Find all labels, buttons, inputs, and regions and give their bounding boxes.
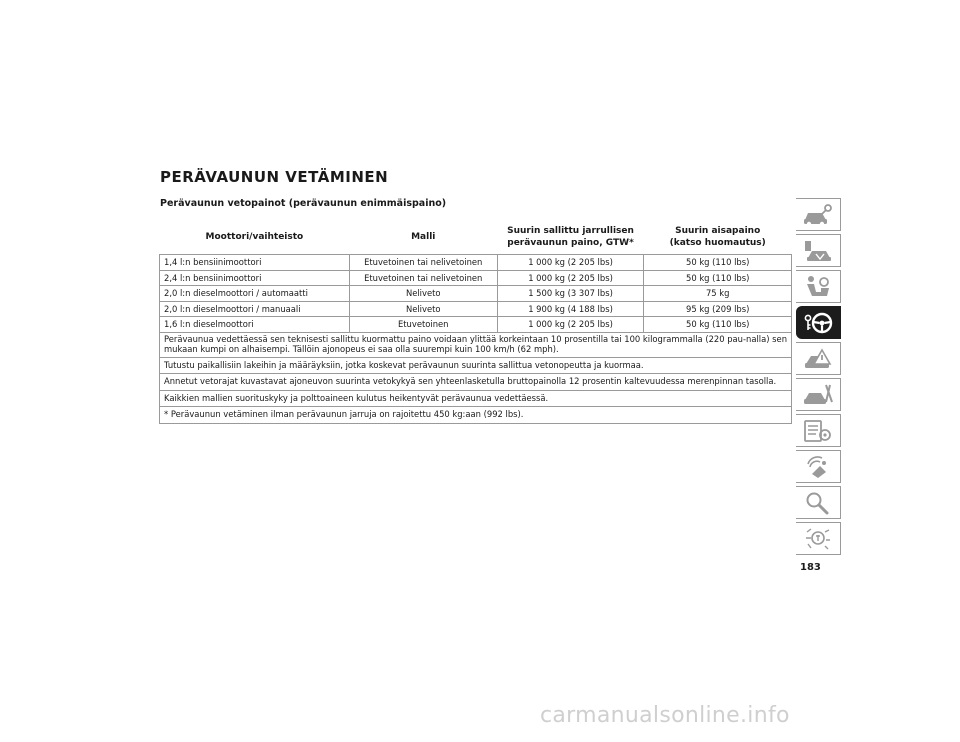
cell-model: Etuvetoinen tai nelivetoinen (349, 270, 497, 286)
cell-engine: 2,0 l:n dieselmoottori / automaatti (160, 286, 350, 302)
section-title: PERÄVAUNUN VETÄMINEN (160, 168, 389, 186)
car-info-icon (802, 238, 834, 264)
cell-tongue-weight: 50 kg (110 lbs) (644, 255, 792, 271)
cell-model: Neliveto (349, 286, 497, 302)
specifications-icon (802, 418, 834, 444)
car-warning-icon (802, 346, 834, 372)
table-title: Perävaunun vetopainot (perävaunun enimmäispaino) (160, 198, 447, 209)
table-note-row (160, 374, 792, 391)
car-seat-icon (802, 274, 834, 300)
cell-tongue-weight: 50 kg (110 lbs) (644, 270, 792, 286)
cell-model: Etuvetoinen (349, 317, 497, 333)
note-overload: Perävaunua vedettäessä sen teknisesti sallittu kuormattu paino voidaan ylittää korkeintaan 10 prosentilla tai 100 kilogrammalla (220 pau-nalla) sen mukaan kumpi on alhaisempi. Tällöin ajonopeus ei saa olla suurempi kuin 100 km/h (62 mph). (160, 332, 792, 357)
note-towing-limits: Annetut vetorajat kuvastavat ajoneuvon suurinta vetokykyä sen yhteenlasketulla bruttopainolla 12 prosentin kaltevuudessa merenpinnan tasolla. (160, 374, 792, 391)
tab-language-index[interactable] (796, 522, 841, 555)
tab-index[interactable] (796, 486, 841, 519)
tab-starting-and-operating[interactable] (796, 306, 841, 339)
tab-multimedia[interactable] (796, 450, 841, 483)
cell-model: Etuvetoinen tai nelivetoinen (349, 255, 497, 271)
page-number: 183 (800, 562, 821, 573)
table-row (160, 301, 792, 317)
cell-engine: 1,4 l:n bensiinimoottori (160, 255, 350, 271)
table-header-row (160, 221, 792, 255)
multimedia-icon (802, 454, 834, 480)
tab-servicing-and-maintenance[interactable] (796, 378, 841, 411)
tab-safety[interactable] (796, 270, 841, 303)
header-engine: Moottori/vaihteisto (160, 221, 350, 255)
chapter-tab-sidebar (796, 198, 842, 558)
table-row (160, 255, 792, 271)
tab-in-case-of-emergency[interactable] (796, 342, 841, 375)
tab-technical-specifications[interactable] (796, 414, 841, 447)
towing-weights-table (159, 221, 792, 424)
table-row (160, 270, 792, 286)
car-service-icon (802, 382, 834, 408)
cell-trailer-weight: 1 000 kg (2 205 lbs) (497, 270, 644, 286)
tab-getting-to-know-vehicle[interactable] (796, 198, 841, 231)
cell-tongue-weight: 75 kg (644, 286, 792, 302)
cell-trailer-weight: 1 900 kg (4 188 lbs) (497, 301, 644, 317)
table-row (160, 317, 792, 333)
cell-trailer-weight: 1 000 kg (2 205 lbs) (497, 255, 644, 271)
table-row (160, 286, 792, 302)
table-note-row (160, 332, 792, 357)
cell-model: Neliveto (349, 301, 497, 317)
note-performance: Kaikkien mallien suorituskyky ja polttoaineen kulutus heikentyvät perävaunua vedettäessä. (160, 390, 792, 407)
tab-dashboard[interactable] (796, 234, 841, 267)
cell-tongue-weight: 50 kg (110 lbs) (644, 317, 792, 333)
table-note-row (160, 390, 792, 407)
note-local-laws: Tutustu paikallisiin lakeihin ja määräyksiin, jotka koskevat perävaunun suurinta sallittua vetonopeutta ja kuormaa. (160, 357, 792, 374)
header-max-trailer-weight: Suurin sallittu jarrullisen perävaunun paino, GTW* (497, 221, 644, 255)
cell-trailer-weight: 1 000 kg (2 205 lbs) (497, 317, 644, 333)
cell-tongue-weight: 95 kg (209 lbs) (644, 301, 792, 317)
watermark: carmanualsonline.info (540, 703, 790, 728)
search-icon (802, 490, 834, 516)
cell-engine: 2,0 l:n dieselmoottori / manuaali (160, 301, 350, 317)
table-note-row (160, 407, 792, 424)
cell-trailer-weight: 1 500 kg (3 307 lbs) (497, 286, 644, 302)
header-max-tongue-weight: Suurin aisapaino (katso huomautus) (644, 221, 792, 255)
car-key-icon (802, 202, 834, 228)
cell-engine: 1,6 l:n dieselmoottori (160, 317, 350, 333)
cell-engine: 2,4 l:n bensiinimoottori (160, 270, 350, 286)
note-unbraked-trailer: * Perävaunun vetäminen ilman perävaunun jarruja on rajoitettu 450 kg:aan (992 lbs). (160, 407, 792, 424)
header-model: Malli (349, 221, 497, 255)
table-note-row (160, 357, 792, 374)
language-index-icon (802, 526, 834, 552)
steering-wheel-icon (802, 310, 834, 336)
